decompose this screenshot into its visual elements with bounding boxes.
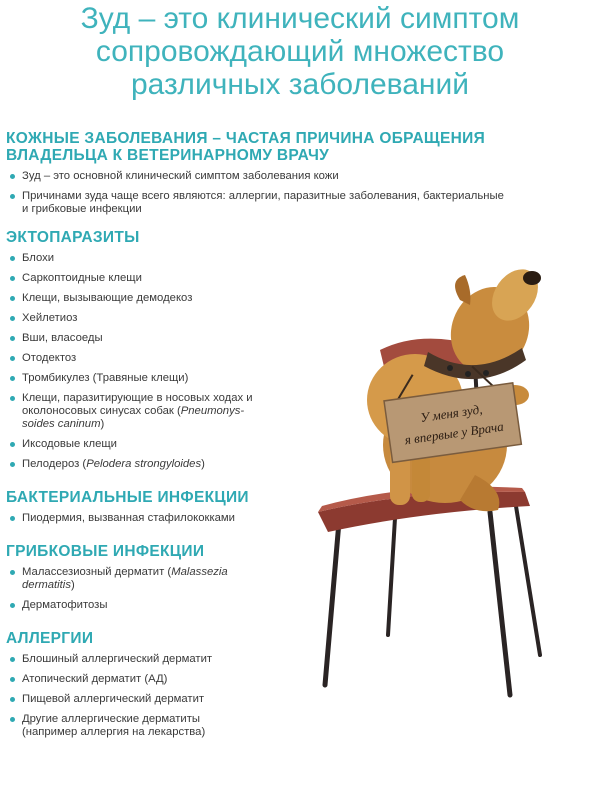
list-item: Иксодовые клещи (6, 438, 386, 451)
section-heading: АЛЛЕРГИИ (6, 630, 94, 647)
list-item: Хейлетиоз (6, 312, 386, 325)
heading-line: КОЖНЫЕ ЗАБОЛЕВАНИЯ – ЧАСТАЯ ПРИЧИНА ОБРАЩЕНИЯ (6, 130, 486, 147)
dog-on-chair-illustration (300, 260, 600, 700)
section-skin-diseases (6, 130, 504, 216)
list-item: Пелодероз (Pelodera strongyloides) (6, 458, 386, 471)
title-line: сопровождающий множество (95, 35, 505, 68)
list-item: Пиодермия, вызванная стафилококками (6, 512, 386, 525)
list-item: Блохи (6, 252, 386, 265)
list-item: Клещи, паразитирующие в носовых ходах и околоносовых синусах собак (Pneumonys- soides caninum) (6, 392, 386, 431)
list-item: Другие аллергические дерматиты (например аллергия на лекарства) (6, 713, 386, 739)
list-item: Блошиный аллергический дерматит (6, 653, 386, 666)
list-item: Вши, власоеды (6, 332, 386, 345)
list-item: Зуд – это основной клинический симптом заболевания кожи (6, 170, 386, 183)
sign-line-2: я впервые у Врача (403, 418, 505, 448)
list-item: Саркоптоидные клещи (6, 272, 386, 285)
section-heading: ЭКТОПАРАЗИТЫ (6, 229, 140, 246)
bullet-list (6, 170, 504, 216)
list-item: Причинами зуда чаще всего являются: аллергии, паразитные заболевания, бактериальные и грибковые инфекции (6, 190, 582, 216)
title-line: различных заболеваний (130, 68, 469, 101)
section-heading (6, 130, 486, 164)
list-item: Отодектоз (6, 352, 386, 365)
section-heading: ГРИБКОВЫЕ ИНФЕКЦИИ (6, 543, 205, 560)
heading-line: ВЛАДЕЛЬЦА К ВЕТЕРИНАРНОМУ ВРАЧУ (6, 147, 330, 164)
section-heading: БАКТЕРИАЛЬНЫЕ ИНФЕКЦИИ (6, 489, 249, 506)
list-item: Клещи, вызывающие демодекоз (6, 292, 386, 305)
list-item: Тромбикулез (Травяные клещи) (6, 372, 386, 385)
list-item: Малассезиозный дерматит (Malassezia dermatitis) (6, 566, 386, 592)
list-item: Пищевой аллергический дерматит (6, 693, 386, 706)
list-item: Атопический дерматит (АД) (6, 673, 386, 686)
sign-line-1: У меня зуд, (419, 401, 484, 425)
title-line: Зуд – это клинический симптом (80, 2, 520, 35)
dog-icon (367, 261, 547, 512)
list-item: Дерматофитозы (6, 599, 386, 612)
page-title (10, 2, 590, 101)
